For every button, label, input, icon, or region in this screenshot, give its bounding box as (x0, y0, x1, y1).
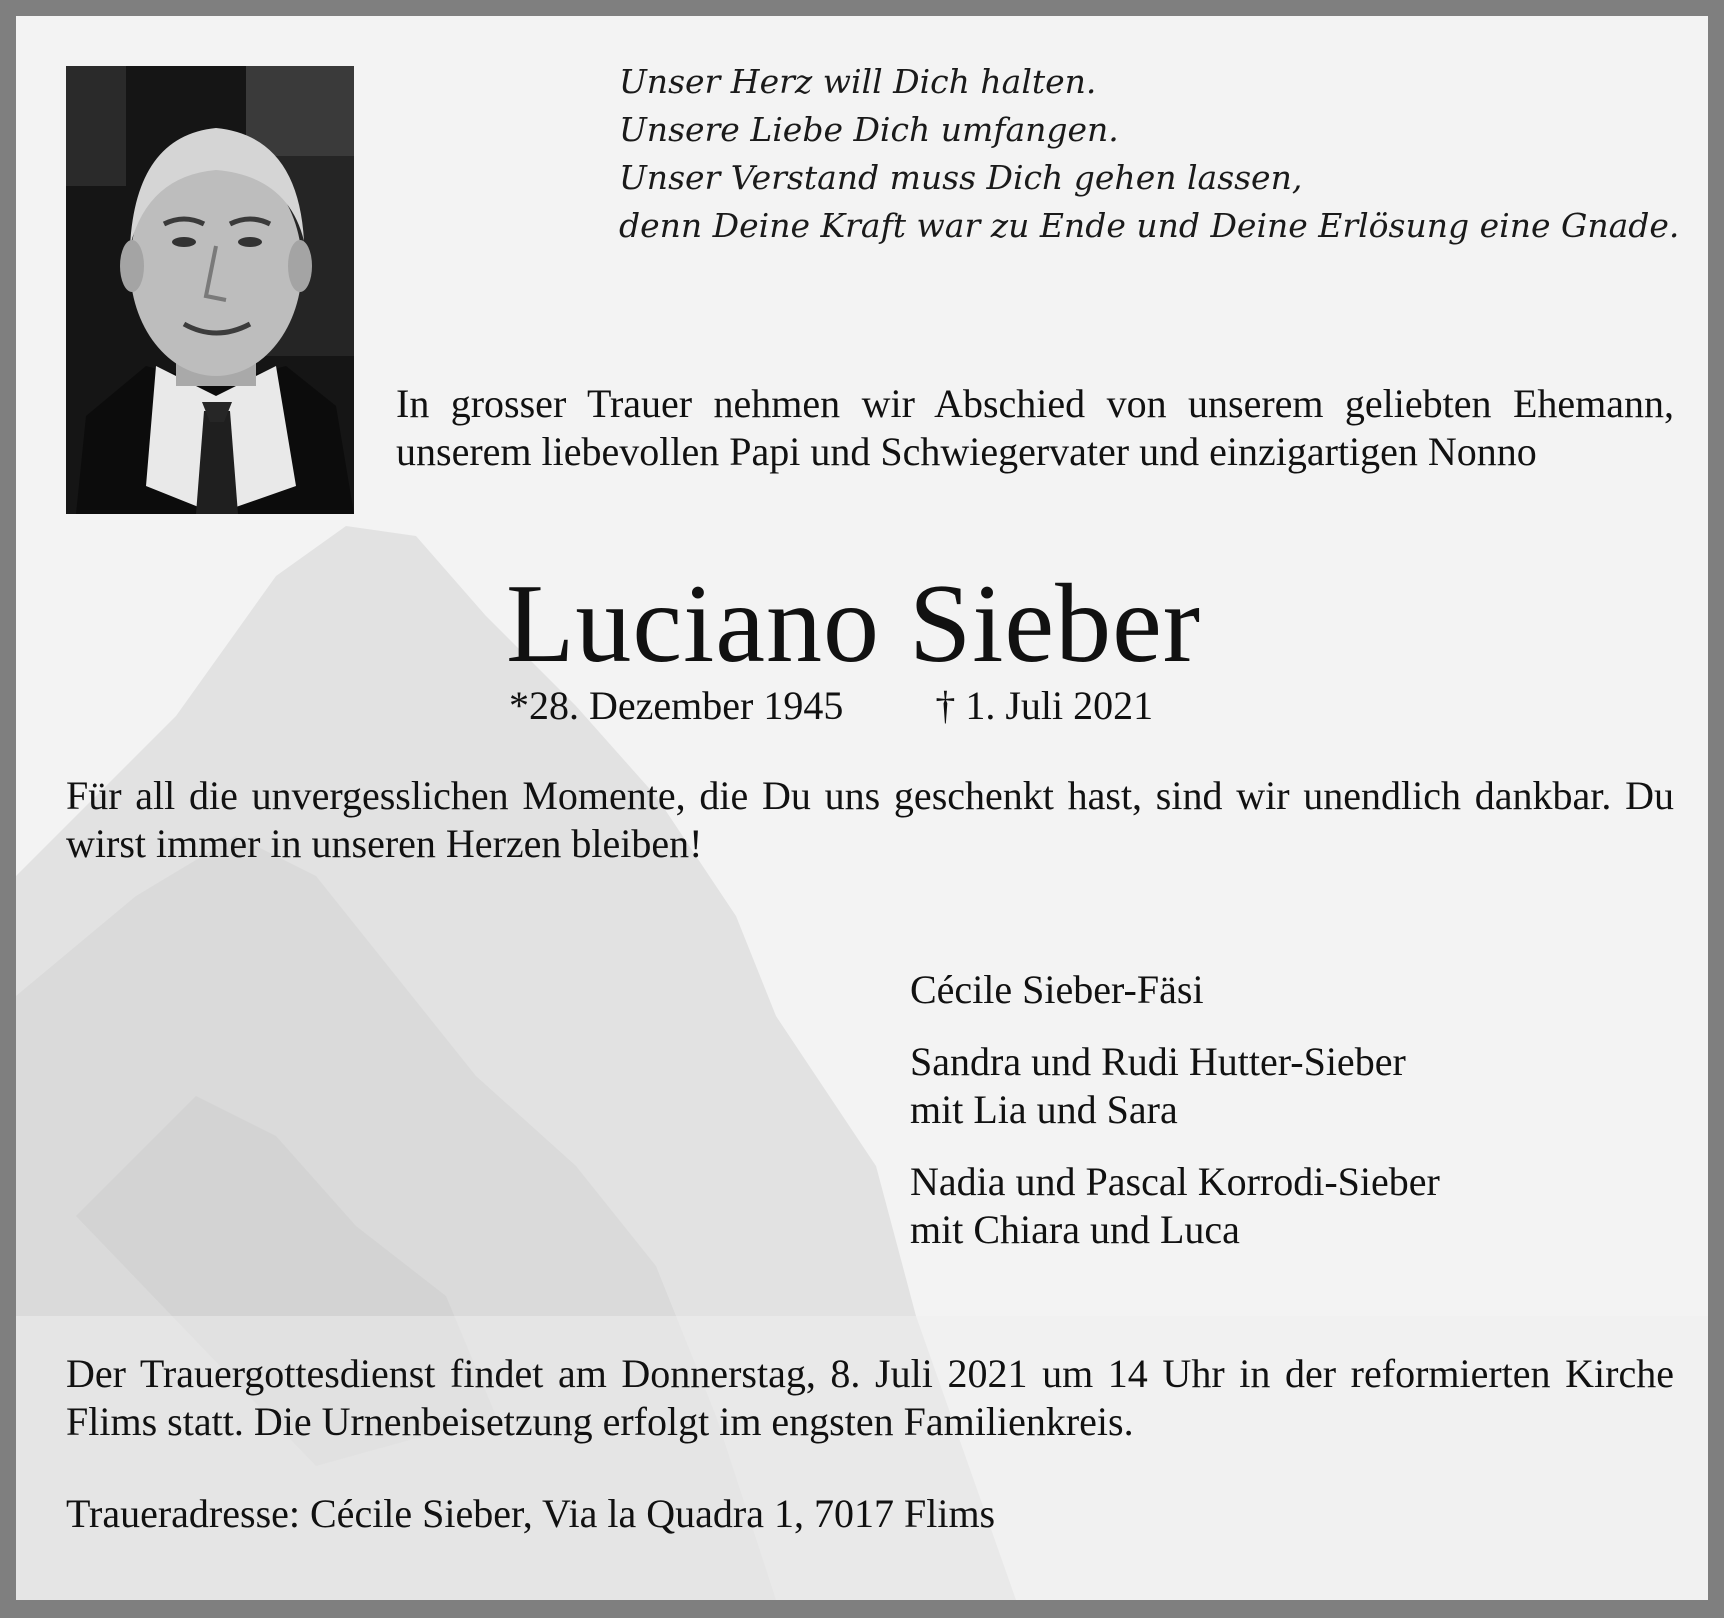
poem-line: denn Deine Kraft war zu Ende und Deine Erlösung eine Gnade. (619, 206, 1680, 245)
intro-text: In grosser Trauer nehmen wir Abschied von unserem geliebten Ehemann, unserem liebevollen Papi und Schwiegervater und einzigartigen Nonno (396, 381, 1674, 474)
service-info: Der Trauergottesdienst findet am Donnerstag, 8. Juli 2021 um 14 Uhr in der reformierten Kirche Flims statt. Die Urnenbeisetzung erfolgt im engsten Familienkreis. (66, 1351, 1674, 1444)
mourner-line: mit Lia und Sara (910, 1087, 1178, 1132)
mourner-group (910, 1158, 1670, 1254)
poem-line: Unsere Liebe Dich umfangen. (619, 110, 1119, 149)
deceased-name: Luciano Sieber (506, 562, 1202, 686)
portrait-photo (66, 66, 354, 514)
poem (619, 58, 1699, 250)
poem-line: Unser Herz will Dich halten. (619, 62, 1097, 101)
mourner-line: Cécile Sieber-Fäsi (910, 967, 1204, 1012)
life-dates (509, 682, 1153, 730)
thanks-text: Für all die unvergesslichen Momente, die Du uns geschenkt hast, sind wir unendlich dankbar. Du wirst immer in unseren Herzen bleiben! (66, 773, 1674, 866)
obituary-card (16, 16, 1708, 1600)
mourner-line: Sandra und Rudi Hutter-Sieber (910, 1039, 1406, 1084)
mourning-address: Traueradresse: Cécile Sieber, Via la Quadra 1, 7017 Flims (66, 1491, 996, 1536)
mourner-line: mit Chiara und Luca (910, 1207, 1240, 1252)
death-date: † 1. Juli 2021 (935, 683, 1154, 728)
mourner-group (910, 1038, 1670, 1134)
mourner-group (910, 966, 1670, 1014)
poem-line: Unser Verstand muss Dich gehen lassen, (619, 158, 1303, 197)
birth-date: *28. Dezember 1945 (509, 683, 844, 728)
mourners-list (910, 966, 1670, 1278)
mourner-line: Nadia und Pascal Korrodi-Sieber (910, 1159, 1440, 1204)
